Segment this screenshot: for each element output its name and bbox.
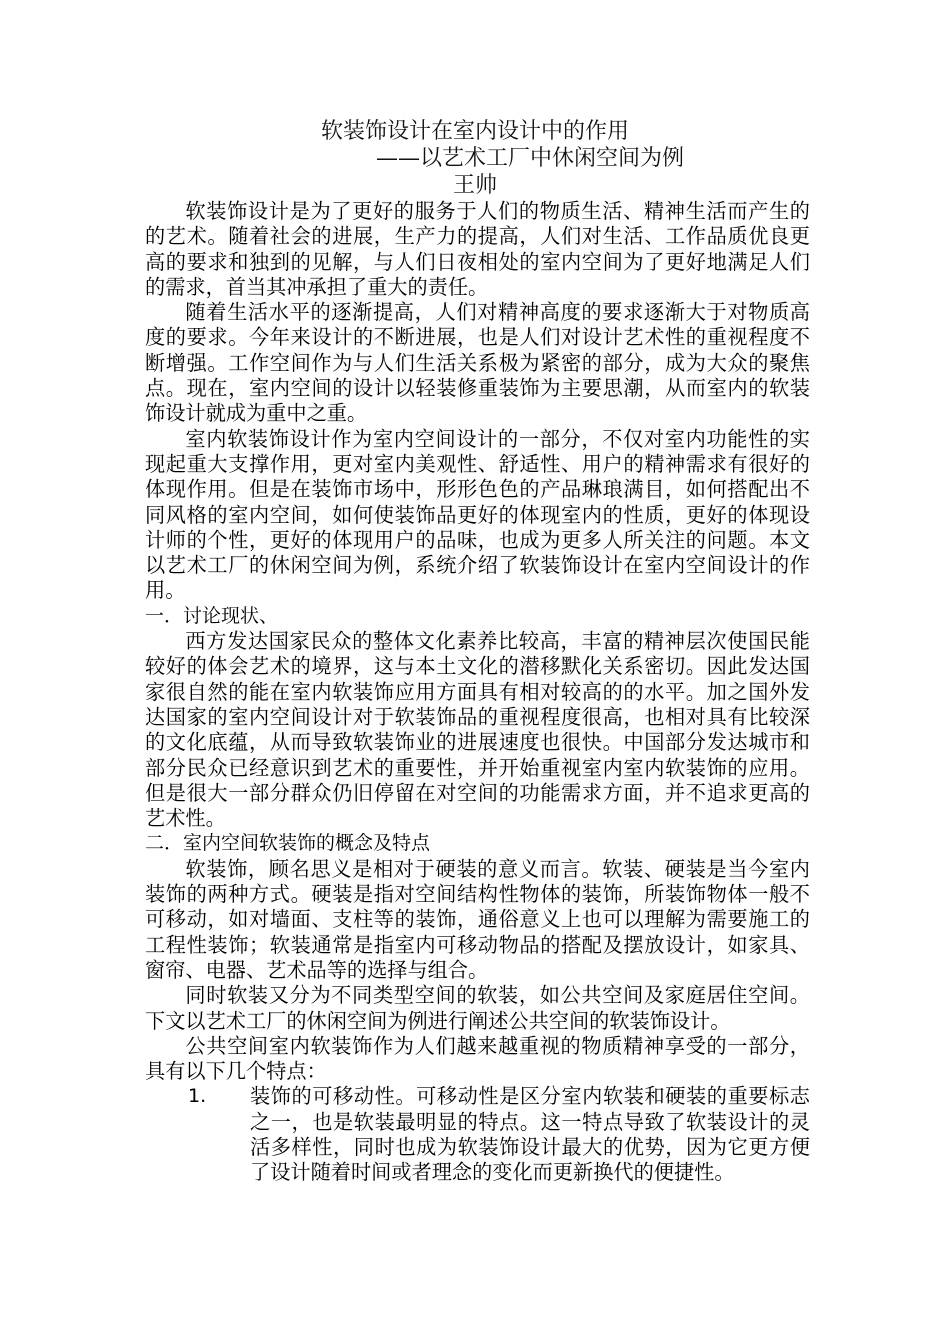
title-block (0, 118, 950, 199)
document-subtitle: ——以艺术工厂中休闲空间为例 (375, 146, 684, 171)
section-2-paragraph-1: 软装饰，顾名思义是相对于硬装的意义而言。软装、硬装是当今室内装饰的两种方式。硬装是指对空间结构性物体的装饰，所装饰物体一般不可移动，如对墙面、支柱等的装饰，通俗意义上也可以理解为需要施工的工程性装饰；软装通常是指室内可移动物品的搭配及摆放设计，如家具、窗帘、电器、艺术品等的选择与组合。 (145, 856, 810, 982)
section-1-paragraph-1: 西方发达国家民众的整体文化素养比较高，丰富的精神层次使国民能较好的体会艺术的境界，这与本土文化的潜移默化关系密切。因此发达国家很自然的能在室内软装饰应用方面具有相对较高的的水平。加之国外发达国家的室内空间设计对于软装饰品的重视程度很高，也相对具有比较深的文化底蕴，从而导致软装饰业的进展速度也很快。中国部分发达城市和部分民众已经意识到艺术的重要性，并开始重视室内室内软装饰的应用。但是很大一部分群众仍旧停留在对空间的功能需求方面，并不追求更高的艺术性。 (145, 629, 810, 831)
intro-paragraph-3: 室内软装饰设计作为室内空间设计的一部分，不仅对室内功能性的实现起重大支撑作用，更对室内美观性、舒适性、用户的精神需求有很好的体现作用。但是在装饰市场中，形形色色的产品琳琅满目，如何搭配出不同风格的室内空间，如何使装饰品更好的体现室内的性质，更好的体现设计师的个性，更好的体现用户的品味，也成为更多人所关注的问题。本文以艺术工厂的休闲空间为例，系统介绍了软装饰设计在室内空间设计的作用。 (145, 426, 810, 603)
section-2-heading: 二．室内空间软装饰的概念及特点 (145, 832, 431, 855)
author-name: 王帅 (452, 173, 497, 198)
list-item-text: 装饰的可移动性。可移动性是区分室内软装和硬装的重要标志之一，也是软装最明显的特点。这一特点导致了软装设计的灵活多样性，同时也成为软装饰设计最大的优势，因为它更方便了设计随着时间或者理念的变化而更新换代的便捷性。 (250, 1084, 810, 1185)
feature-list (145, 1084, 810, 1185)
section-2-paragraph-2: 同时软装又分为不同类型空间的软装，如公共空间及家庭居住空间。下文以艺术工厂的休闲空间为例进行阐述公共空间的软装饰设计。 (145, 983, 810, 1033)
section-1-heading: 一．讨论现状、 (145, 604, 279, 627)
list-item-number: 1. (188, 1085, 207, 1108)
document-title: 软装饰设计在室内设计中的作用 (320, 119, 629, 144)
section-2-paragraph-3: 公共空间室内软装饰作为人们越来越重视的物质精神享受的一部分，具有以下几个特点： (145, 1033, 810, 1084)
body-text (145, 199, 810, 1186)
intro-paragraph-2: 随着生活水平的逐渐提高，人们对精神高度的要求逐渐大于对物质高度的要求。今年来设计的不断进展，也是人们对设计艺术性的重视程度不断增强。工作空间作为与人们生活关系极为紧密的部分，成为大众的聚焦点。现在，室内空间的设计以轻装修重装饰为主要思潮，从而室内的软装饰设计就成为重中之重。 (145, 300, 810, 426)
intro-paragraph-1: 软装饰设计是为了更好的服务于人们的物质生活、精神生活而产生的的艺术。随着社会的进展，生产力的提高，人们对生活、工作品质优良更高的要求和独到的见解，与人们日夜相处的室内空间为了更好地满足人们的需求，首当其冲承担了重大的责任。 (145, 199, 810, 299)
list-item (145, 1084, 810, 1185)
